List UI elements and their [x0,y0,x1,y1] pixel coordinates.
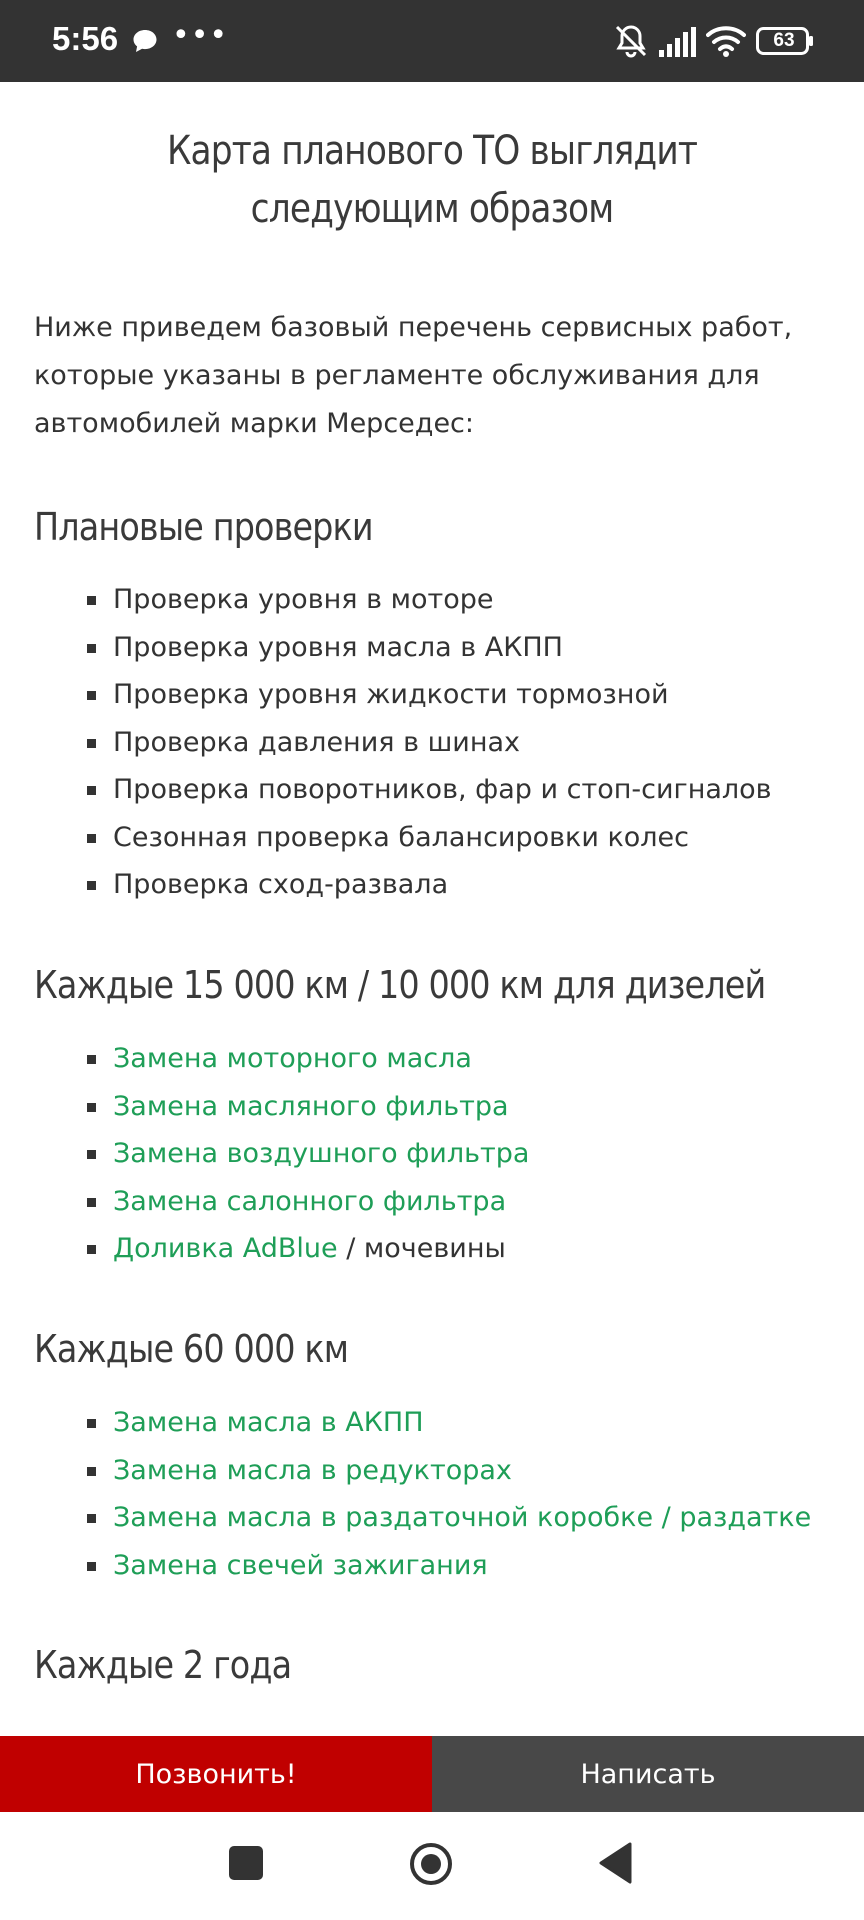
link-spark-plugs[interactable]: Замена свечей зажигания [113,1549,488,1581]
list-item [0,1447,864,1495]
link-cabin-filter[interactable]: Замена салонного фильтра [113,1185,507,1217]
navigation-bar [0,1812,864,1920]
section-heading-15000km: Каждые 15 000 км / 10 000 км для дизелей [34,963,766,1007]
adblue-suffix: / мочевины [337,1233,506,1264]
wifi-icon [706,24,746,58]
planned-checks-list [0,576,864,909]
chat-bubble-icon [132,28,158,54]
more-icon: ••• [172,18,229,53]
list-item [0,1542,864,1590]
list-item: Проверка сход-развала [0,861,864,909]
link-reducer-oil[interactable]: Замена масла в редукторах [113,1454,512,1486]
list-item: Проверка давления в шинах [0,719,864,767]
list-item [0,1035,864,1083]
link-transfer-case-oil[interactable]: Замена масла в раздаточной коробке / раздатке [113,1502,812,1533]
link-adblue[interactable]: Доливка AdBlue [113,1233,338,1264]
link-oil-filter[interactable]: Замена масляного фильтра [113,1090,509,1122]
link-transmission-oil[interactable]: Замена масла в АКПП [113,1407,424,1438]
list-item [0,1494,864,1542]
page-title: Карта планового ТО выглядит следующим образом [166,128,698,232]
home-icon[interactable] [409,1842,453,1886]
battery-level: 63 [773,30,795,51]
list-item: Проверка уровня в моторе [0,576,864,624]
action-bar [0,1736,864,1812]
list-item: Проверка уровня масла в АКПП [0,624,864,672]
section-heading-planned-checks: Плановые проверки [34,505,373,549]
intro-paragraph: Ниже приведем базовый перечень сервисных работ, которые указаны в регламенте обслуживания для автомобилей марки Мерседес: [34,312,793,439]
signal-icon [658,26,698,58]
call-button[interactable]: Позвонить! [0,1736,432,1812]
recent-apps-icon[interactable] [229,1846,263,1880]
list-item [0,1399,864,1447]
article-content[interactable] [0,82,864,1736]
60000km-list [0,1399,864,1589]
section-heading-60000km: Каждые 60 000 км [34,1327,349,1371]
15000km-list [0,1035,864,1273]
link-air-filter[interactable]: Замена воздушного фильтра [113,1138,530,1169]
list-item: Проверка уровня жидкости тормозной [0,671,864,719]
back-icon[interactable] [598,1842,632,1884]
mute-icon [612,22,650,60]
list-item [0,1178,864,1226]
list-item [0,1083,864,1131]
write-button[interactable]: Написать [432,1736,864,1812]
list-item: Сезонная проверка балансировки колес [0,814,864,862]
status-bar [0,0,864,82]
list-item [0,1225,864,1273]
section-heading-2-years: Каждые 2 года [34,1643,292,1687]
link-oil-change[interactable]: Замена моторного масла [113,1043,472,1074]
list-item: Проверка поворотников, фар и стоп-сигналов [0,766,864,814]
status-time: 5:56 [52,20,119,57]
list-item [0,1130,864,1178]
